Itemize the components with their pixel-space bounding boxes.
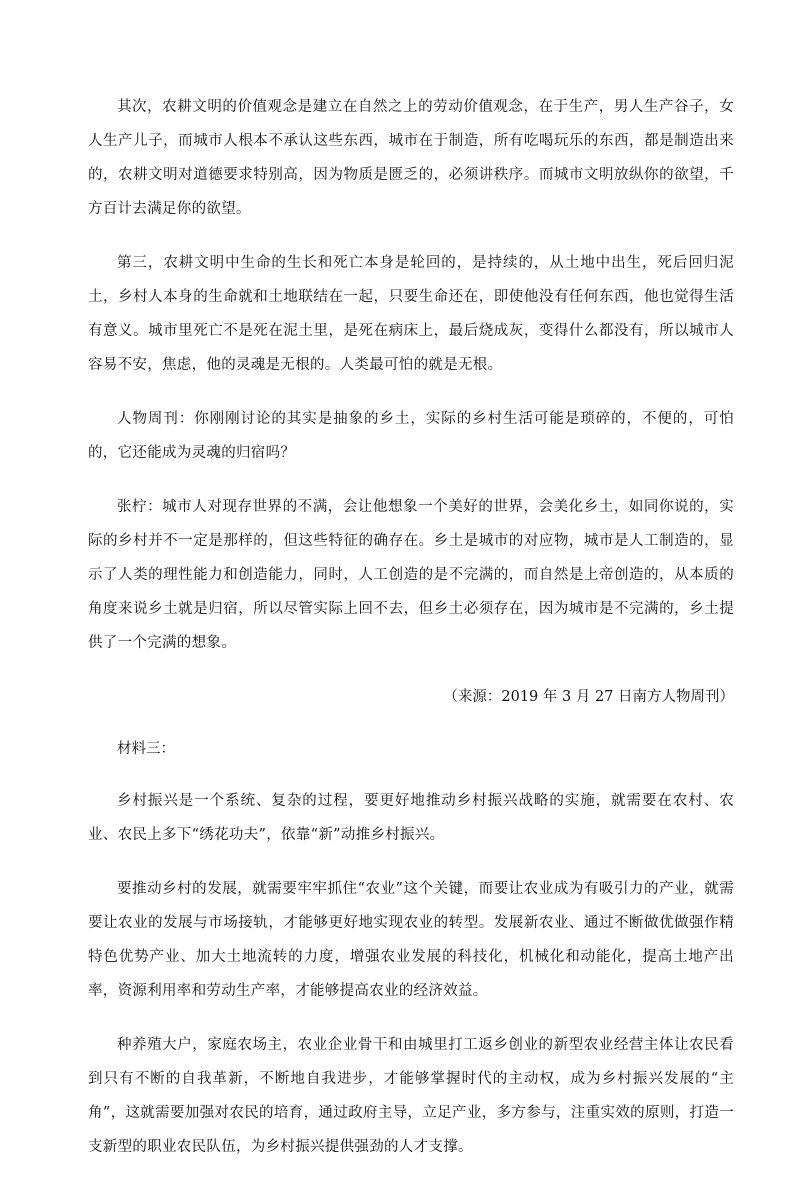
paragraph-life-death: 第三，农耕文明中生命的生长和死亡本身是轮回的，是持续的，从土地中出生，死后回归泥土，乡村人本身的生命就和土地联结在一起，只要生命还在，即使他没有任何东西，他也觉得生活有意义。城市里死亡不是死在泥土里，是死在病床上，最后烧成灰，变得什么都没有，所以城市人容易不安，焦虑，他的灵魂是无根的。人类最可怕的就是无根。 [88,255,734,373]
document-page [88,90,734,1184]
paragraph-farmers: 种养殖大户，家庭农场主，农业企业骨干和由城里打工返乡创业的新型农业经营主体让农民看到只有不断的自我革新，不断地自我进步，才能够掌握时代的主动权，成为乡村振兴发展的“主角”，这就需要加强对农民的培育，通过政府主导，立足产业，多方参与，注重实效的原则，打造一支新型的职业农民队伍，为乡村振兴提供强劲的人才支撑。 [88,1037,734,1155]
paragraph-agriculture: 要推动乡村的发展，就需要牢牢抓住“农业”这个关键，而要让农业成为有吸引力的产业，就需要让农业的发展与市场接轨，才能够更好地实现农业的转型。发展新农业、通过不断做优做强作精特色优势产业、加大土地流转的力度，增强农业发展的科技化，机械化和动能化，提高土地产出率，资源利用率和劳动生产率，才能够提高农业的经济效益。 [88,881,734,999]
paragraph-interview-question: 人物周刊：你刚刚讨论的其实是抽象的乡土，实际的乡村生活可能是琐碎的，不便的，可怕的，它还能成为灵魂的归宿吗？ [88,411,734,461]
paragraph-values: 其次，农耕文明的价值观念是建立在自然之上的劳动价值观念，在于生产，男人生产谷子，女人生产儿子，而城市人根本不承认这些东西，城市在于制造，所有吃喝玩乐的东西，都是制造出来的，农耕文明对道德要求特别高，因为物质是匮乏的，必须讲秩序。而城市文明放纵你的欲望，千方百计去满足你的欲望。 [88,99,734,217]
source-citation: （来源：2019 年 3 月 27 日南方人物周刊） [443,689,734,705]
paragraph-revitalization: 乡村振兴是一个系统、复杂的过程，要更好地推动乡村振兴战略的实施，就需要在农村、农业、农民上多下“绣花功夫”，依靠“新”动推乡村振兴。 [88,793,734,843]
section-heading: 材料三： [117,741,175,757]
paragraph-interview-answer: 张柠：城市人对现存世界的不满，会让他想象一个美好的世界，会美化乡土，如同你说的，实际的乡村并不一定是那样的，但这些特征的确存在。乡土是城市的对应物，城市是人工制造的，显示了人类的理性能力和创造能力，同时，人工创造的是不完满的，而自然是上帝创造的，从本质的角度来说乡土就是归宿，所以尽管实际上回不去，但乡土必须存在，因为城市是不完满的，乡土提供了一个完满的想象。 [88,499,734,651]
